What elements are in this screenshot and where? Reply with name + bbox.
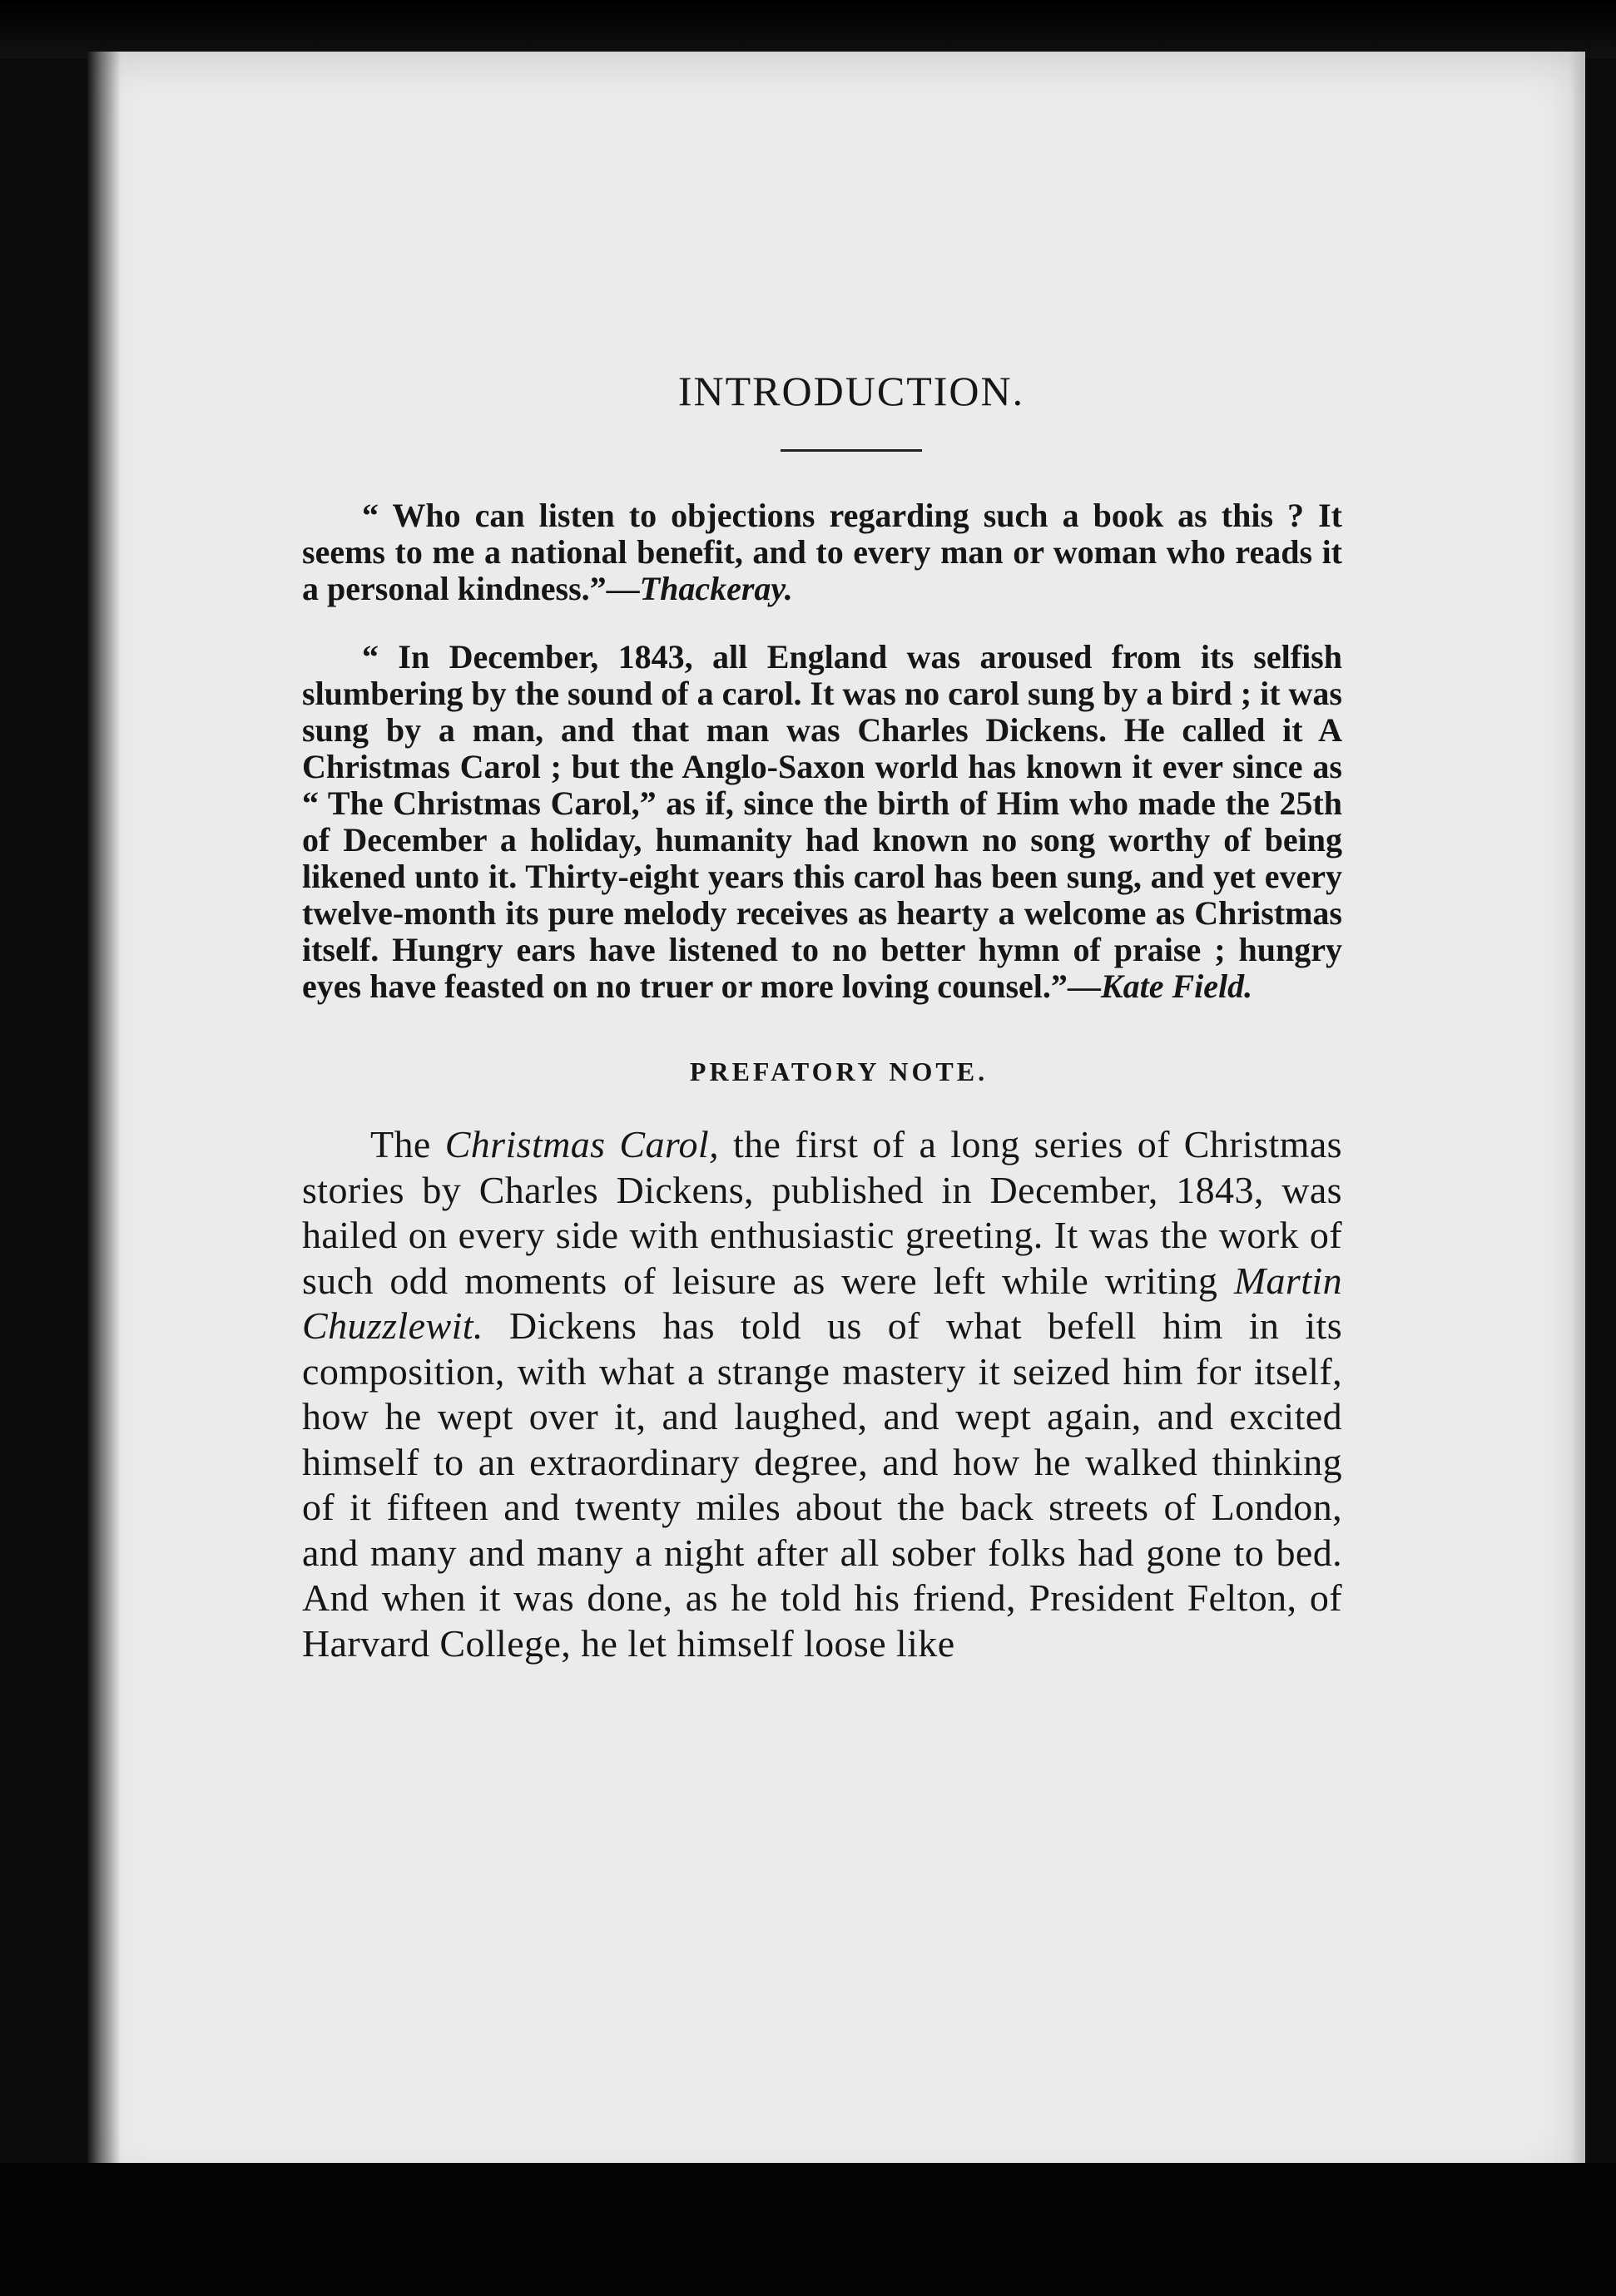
kate-field-quote	[302, 639, 1342, 1005]
prefatory-note-title: PREFATORY NOTE.	[689, 1056, 989, 1086]
thackeray-quote	[302, 497, 1342, 607]
thackeray-quote-text: “ Who can listen to objections regarding such a book as this ? It seems to me a national benefit, and to every man or woman who reads it a personal kindness.”—	[302, 497, 1342, 607]
christmas-carol-italic: Christmas Carol,	[444, 1123, 719, 1165]
page-edge-shadow	[1570, 52, 1585, 2190]
paragraph-end: Dickens has told us of what befell him in its composition, with what a strange mastery it seized him for itself, how he wept over it, and laughed, and wept again, and excited himself to an extraordinary degree, and how he walked thinking of it fifteen and twenty miles about the back streets of London, and many and many a night after all sober folks had gone to bed. And when it was done, as he told his friend, President Felton, of Harvard College, he let himself loose like	[302, 1304, 1342, 1665]
kate-field-attribution: Kate Field.	[1100, 967, 1253, 1005]
martin-chuzzlewit-italic: Martin Chuzzlewit.	[302, 1259, 1342, 1347]
paragraph-middle: the first of a long series of Christmas stories by Charles Dickens, published in December, 1843, was hailed on every side with enthusiastic greeting. It was the work of such odd moments of leisure as were left while writing	[302, 1123, 1342, 1302]
thackeray-attribution: Thackeray.	[639, 570, 793, 607]
introduction-title: INTRODUCTION.	[677, 368, 1025, 414]
paragraph-start: The	[370, 1123, 445, 1165]
scan-bottom-border	[0, 2163, 1616, 2296]
page-content	[302, 366, 1342, 1666]
title-rule	[781, 449, 922, 452]
prefatory-note-paragraph	[302, 1122, 1342, 1666]
scan-top-border	[0, 0, 1616, 58]
kate-field-quote-text: “ In December, 1843, all England was aroused from its selfish slumbering by the sound of a carol. It was no carol sung by a bird ; it was sung by a man, and that man was Charles Dickens. He called it A Christmas Carol ; but the Anglo-Saxon world has known it ever since as “ The Christmas Carol,” as if, since the birth of Him who made the 25th of December a holiday, humanity had known no song worthy of being likened unto it. Thirty-eight years this carol has been sung, and yet every twelve-month its pure melody receives as hearty a welcome as Christmas itself. Hungry ears have listened to no better hymn of praise ; hungry eyes have feasted on no truer or more loving counsel.”—	[302, 638, 1342, 1005]
